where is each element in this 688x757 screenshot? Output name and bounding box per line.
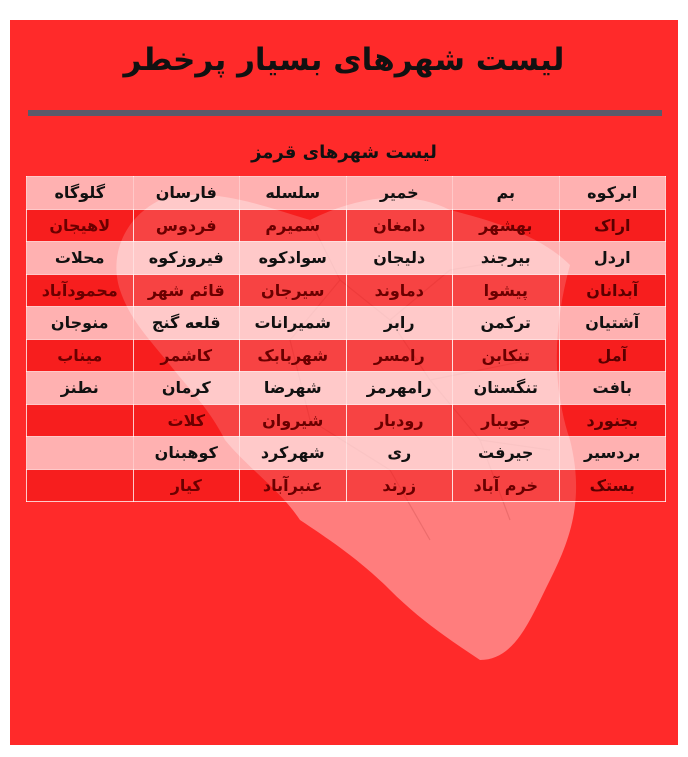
city-cell: قلعه گنج (133, 307, 240, 340)
city-cell (27, 404, 134, 437)
city-cell: منوجان (27, 307, 134, 340)
city-cell: رابر (346, 307, 453, 340)
cities-table (26, 176, 666, 502)
city-cell: خرم آباد (453, 469, 560, 502)
table-row (27, 469, 666, 502)
table-row (27, 177, 666, 210)
city-cell: سوادکوه (240, 242, 347, 275)
city-cell: پیشوا (453, 274, 560, 307)
city-cell: بافت (559, 372, 666, 405)
city-cell: جیرفت (453, 437, 560, 470)
city-cell: زرند (346, 469, 453, 502)
city-cell: رامهرمز (346, 372, 453, 405)
city-cell: کرمان (133, 372, 240, 405)
table-row (27, 307, 666, 340)
divider (28, 110, 662, 116)
table-row (27, 242, 666, 275)
city-cell: محمودآباد (27, 274, 134, 307)
city-cell: کوهبنان (133, 437, 240, 470)
city-cell: اردل (559, 242, 666, 275)
city-cell: بردسیر (559, 437, 666, 470)
table-row (27, 437, 666, 470)
city-cell: تنگستان (453, 372, 560, 405)
city-cell: سمیرم (240, 209, 347, 242)
main-title: لیست شهرهای بسیار پرخطر (123, 42, 565, 78)
city-cell: شهرضا (240, 372, 347, 405)
city-cell: لاهیجان (27, 209, 134, 242)
city-cell: بهشهر (453, 209, 560, 242)
city-cell: فارسان (133, 177, 240, 210)
city-cell: میناب (27, 339, 134, 372)
city-cell: ترکمن (453, 307, 560, 340)
city-cell (27, 469, 134, 502)
city-cell: ابرکوه (559, 177, 666, 210)
table-row (27, 404, 666, 437)
city-cell (27, 437, 134, 470)
table-row (27, 372, 666, 405)
city-cell: شمیرانات (240, 307, 347, 340)
city-cell: آبدانان (559, 274, 666, 307)
city-cell: کاشمر (133, 339, 240, 372)
table-row (27, 339, 666, 372)
city-cell: نطنز (27, 372, 134, 405)
poster (10, 20, 678, 745)
city-cell: جویبار (453, 404, 560, 437)
city-cell: سلسله (240, 177, 347, 210)
city-cell: شیروان (240, 404, 347, 437)
city-cell: سیرجان (240, 274, 347, 307)
city-cell: قائم شهر (133, 274, 240, 307)
city-cell: دلیجان (346, 242, 453, 275)
city-cell: تنکابن (453, 339, 560, 372)
city-cell: آمل (559, 339, 666, 372)
city-cell: گلوگاه (27, 177, 134, 210)
city-cell: ری (346, 437, 453, 470)
sub-title: لیست شهرهای قرمز (251, 142, 437, 163)
city-cell: محلات (27, 242, 134, 275)
city-cell: رودبار (346, 404, 453, 437)
city-cell: دامغان (346, 209, 453, 242)
city-cell: بستک (559, 469, 666, 502)
city-cell: دماوند (346, 274, 453, 307)
city-cell: شهربابک (240, 339, 347, 372)
city-cell: بجنورد (559, 404, 666, 437)
city-cell: کیار (133, 469, 240, 502)
city-cell: فردوس (133, 209, 240, 242)
city-cell: شهرکرد (240, 437, 347, 470)
city-cell: آشتیان (559, 307, 666, 340)
table-row (27, 209, 666, 242)
city-cell: بیرجند (453, 242, 560, 275)
city-cell: کلات (133, 404, 240, 437)
city-cell: فیروزکوه (133, 242, 240, 275)
city-cell: خمیر (346, 177, 453, 210)
city-cell: عنبرآباد (240, 469, 347, 502)
table-row (27, 274, 666, 307)
city-cell: اراک (559, 209, 666, 242)
city-cell: رامسر (346, 339, 453, 372)
city-cell: بم (453, 177, 560, 210)
